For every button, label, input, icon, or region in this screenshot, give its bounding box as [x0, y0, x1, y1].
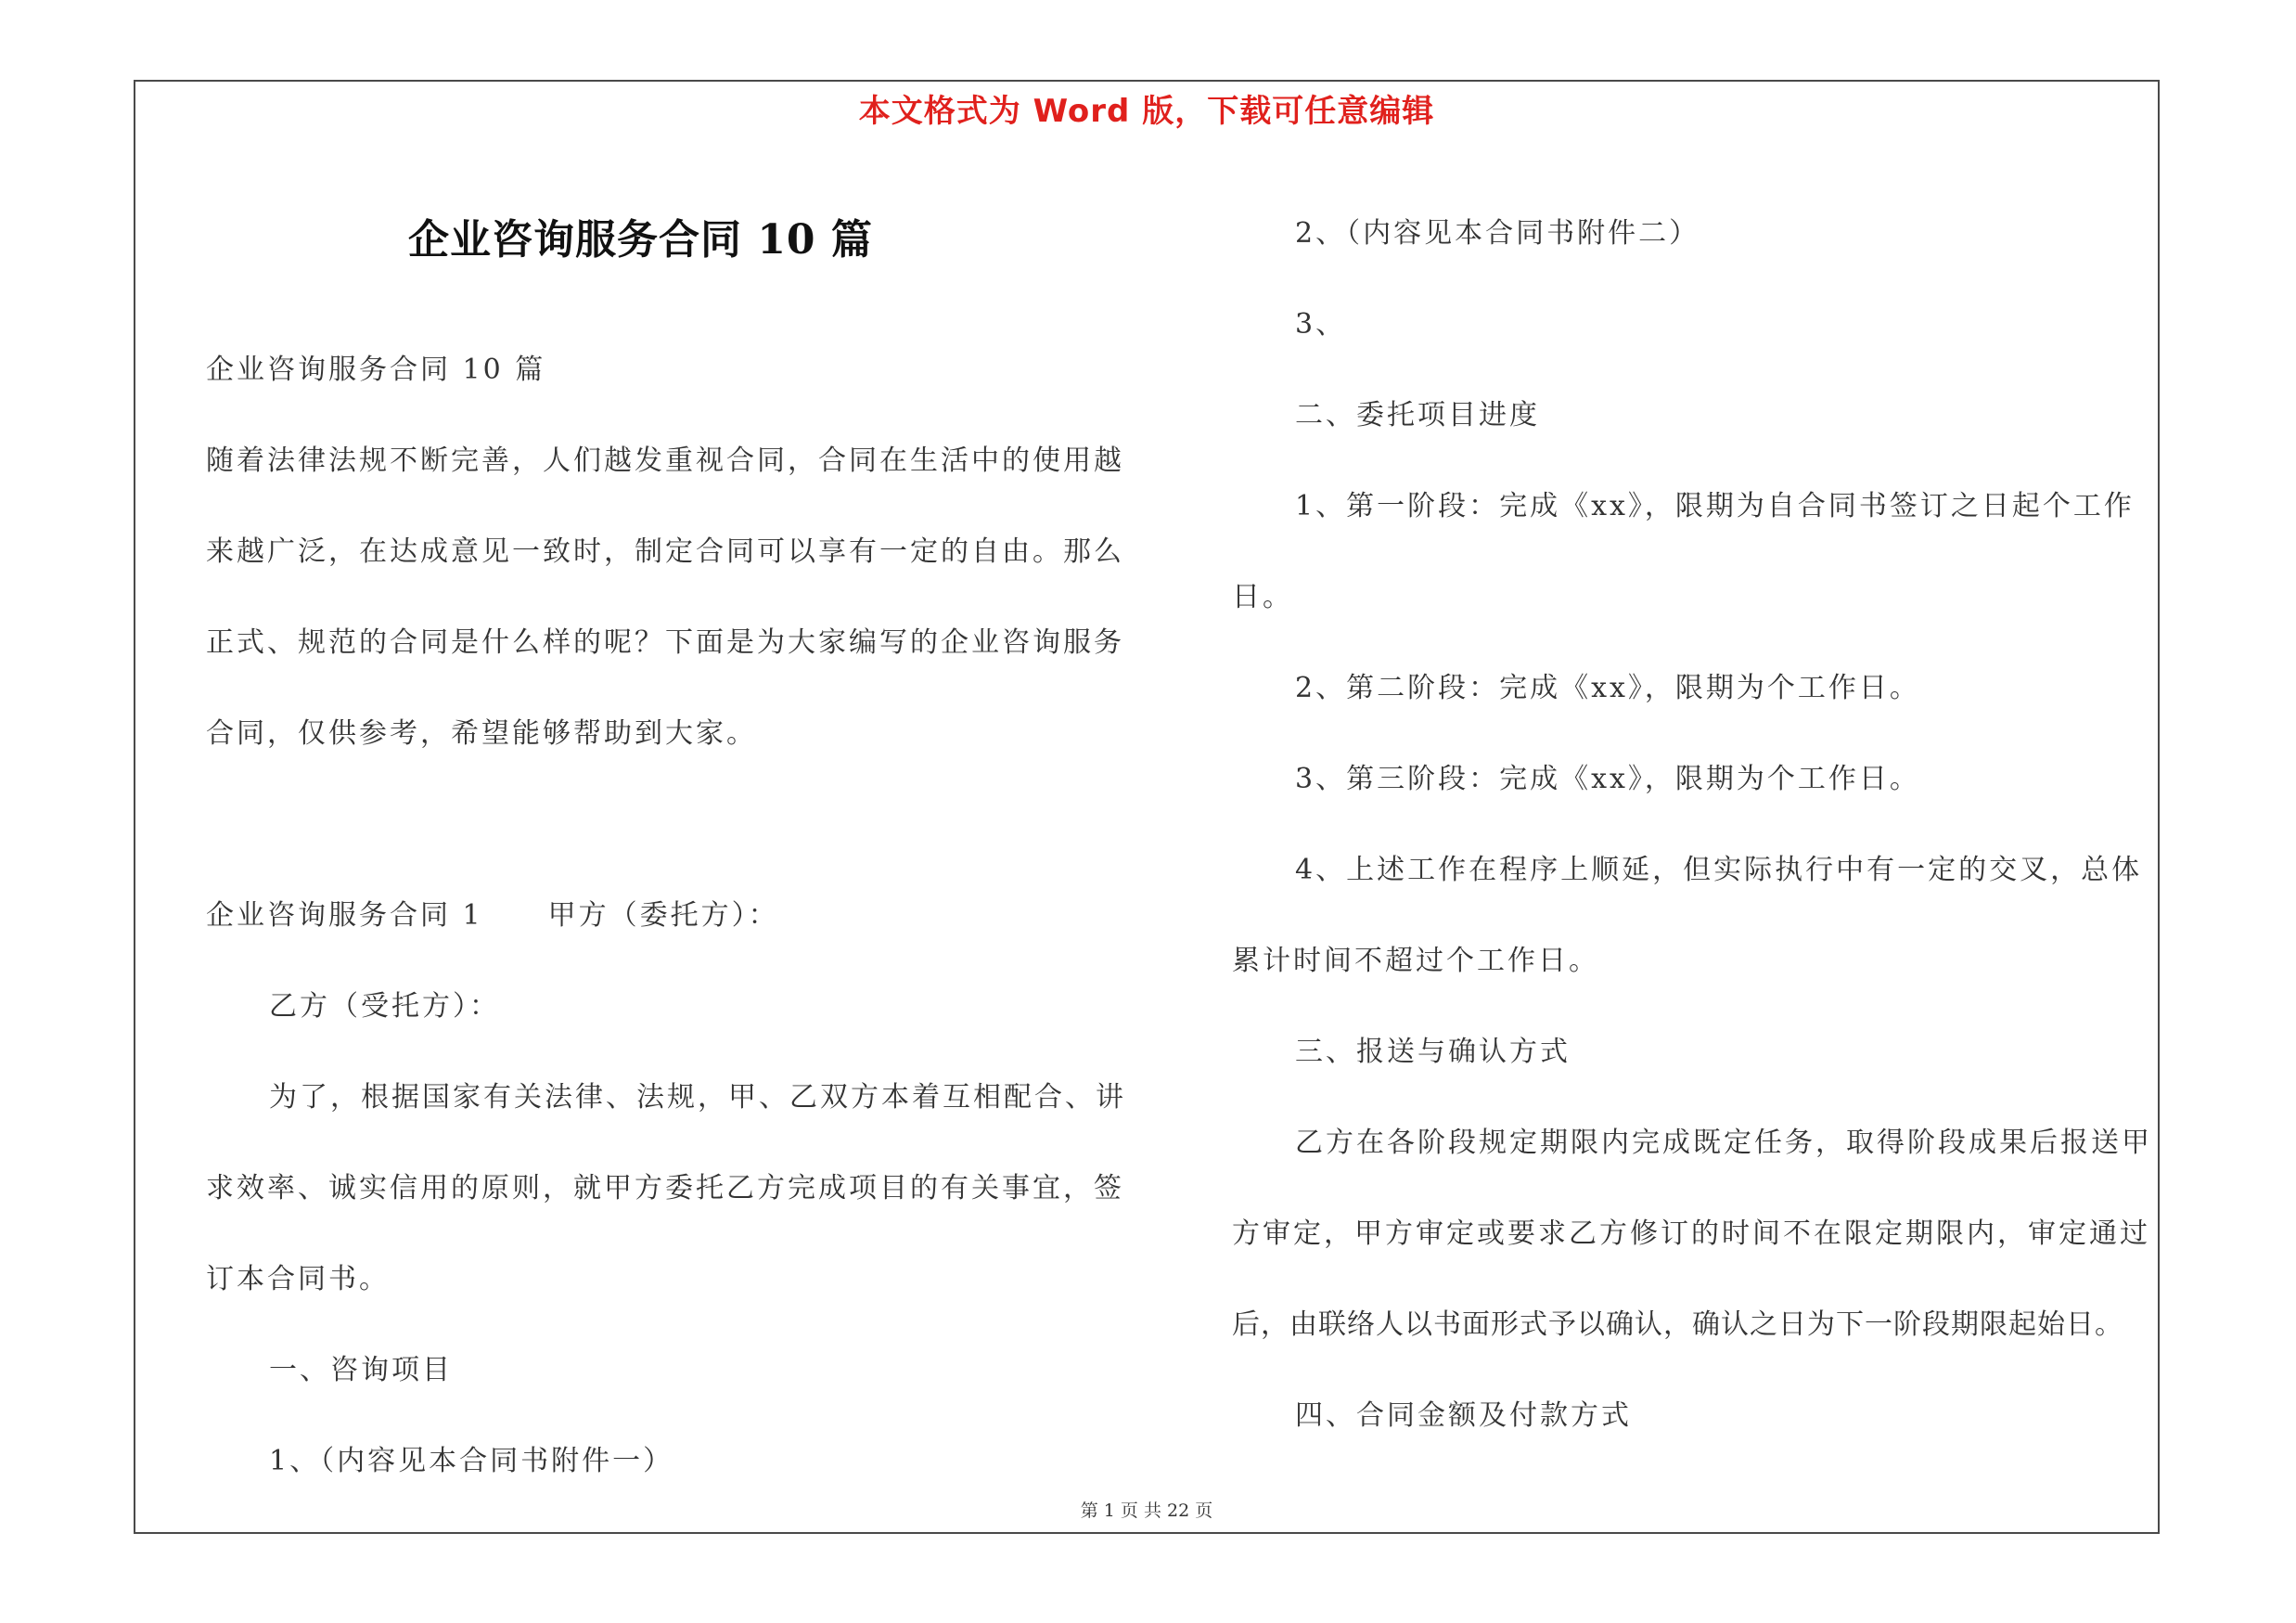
section-heading-1: 一、咨询项目: [269, 1354, 453, 1386]
party-a-label: 甲方（委托方）：: [547, 899, 779, 932]
confirm-line-1: 乙方在各阶段规定期限内完成既定任务，取得阶段成果后报送甲: [1295, 1127, 2152, 1159]
stage-1-line-2: 日。: [1232, 581, 1293, 613]
purpose-line-1: 为了，根据国家有关法律、法规，甲、乙双方本着互相配合、讲: [269, 1081, 1126, 1114]
stage-1-line-1: 1、第一阶段：完成《xx》，限期为自合同书签订之日起个工作: [1295, 490, 2135, 522]
intro-line-2: 来越广泛，在达成意见一致时，制定合同可以享有一定的自由。那么: [206, 535, 1124, 568]
document-title: 企业咨询服务合同 10 篇: [408, 216, 873, 264]
intro-line-4: 合同，仅供参考，希望能够帮助到大家。: [206, 717, 757, 750]
blank-line: [206, 779, 1134, 870]
item-3: 3、: [1295, 308, 1347, 341]
confirm-line-2: 方审定，甲方审定或要求乙方修订的时间不在限定期限内，审定通过: [1232, 1217, 2150, 1250]
purpose-line-3: 订本合同书。: [206, 1263, 390, 1295]
contract-heading: 企业咨询服务合同 1: [206, 899, 483, 932]
left-column: [206, 325, 1134, 1507]
page-footer: 第 1 页 共 22 页: [1080, 1501, 1213, 1521]
party-b-label: 乙方（受托方）：: [269, 990, 500, 1023]
intro-line-1: 随着法律法规不断完善，人们越发重视合同，合同在生活中的使用越: [206, 444, 1124, 477]
right-column: [1232, 188, 2160, 1462]
format-banner: 本文格式为 Word 版，下载可任意编辑: [858, 93, 1435, 130]
intro-line-3: 正式、规范的合同是什么样的呢？下面是为大家编写的企业咨询服务: [206, 626, 1124, 659]
purpose-line-2: 求效率、诚实信用的原则，就甲方委托乙方完成项目的有关事宜，签: [206, 1172, 1124, 1204]
item-2: 2、（内容见本合同书附件二）: [1295, 217, 1700, 250]
confirm-line-3: 后，由联络人以书面形式予以确认，确认之日为下一阶段期限起始日。: [1232, 1308, 2123, 1341]
item-1: 1、（内容见本合同书附件一）: [269, 1445, 674, 1477]
contract-heading-line: [206, 870, 1134, 961]
section-heading-3: 三、报送与确认方式: [1295, 1036, 1571, 1068]
stage-4-line-2: 累计时间不超过个工作日。: [1232, 945, 1599, 977]
stage-3: 3、第三阶段：完成《xx》，限期为个工作日。: [1295, 763, 1920, 795]
stage-4-line-1: 4、上述工作在程序上顺延，但实际执行中有一定的交叉，总体: [1295, 854, 2143, 886]
section-heading-2: 二、委托项目进度: [1295, 399, 1540, 432]
stage-2: 2、第二阶段：完成《xx》，限期为个工作日。: [1295, 672, 1920, 704]
section-heading-4: 四、合同金额及付款方式: [1295, 1399, 1632, 1432]
subtitle: 企业咨询服务合同 10 篇: [206, 354, 546, 386]
